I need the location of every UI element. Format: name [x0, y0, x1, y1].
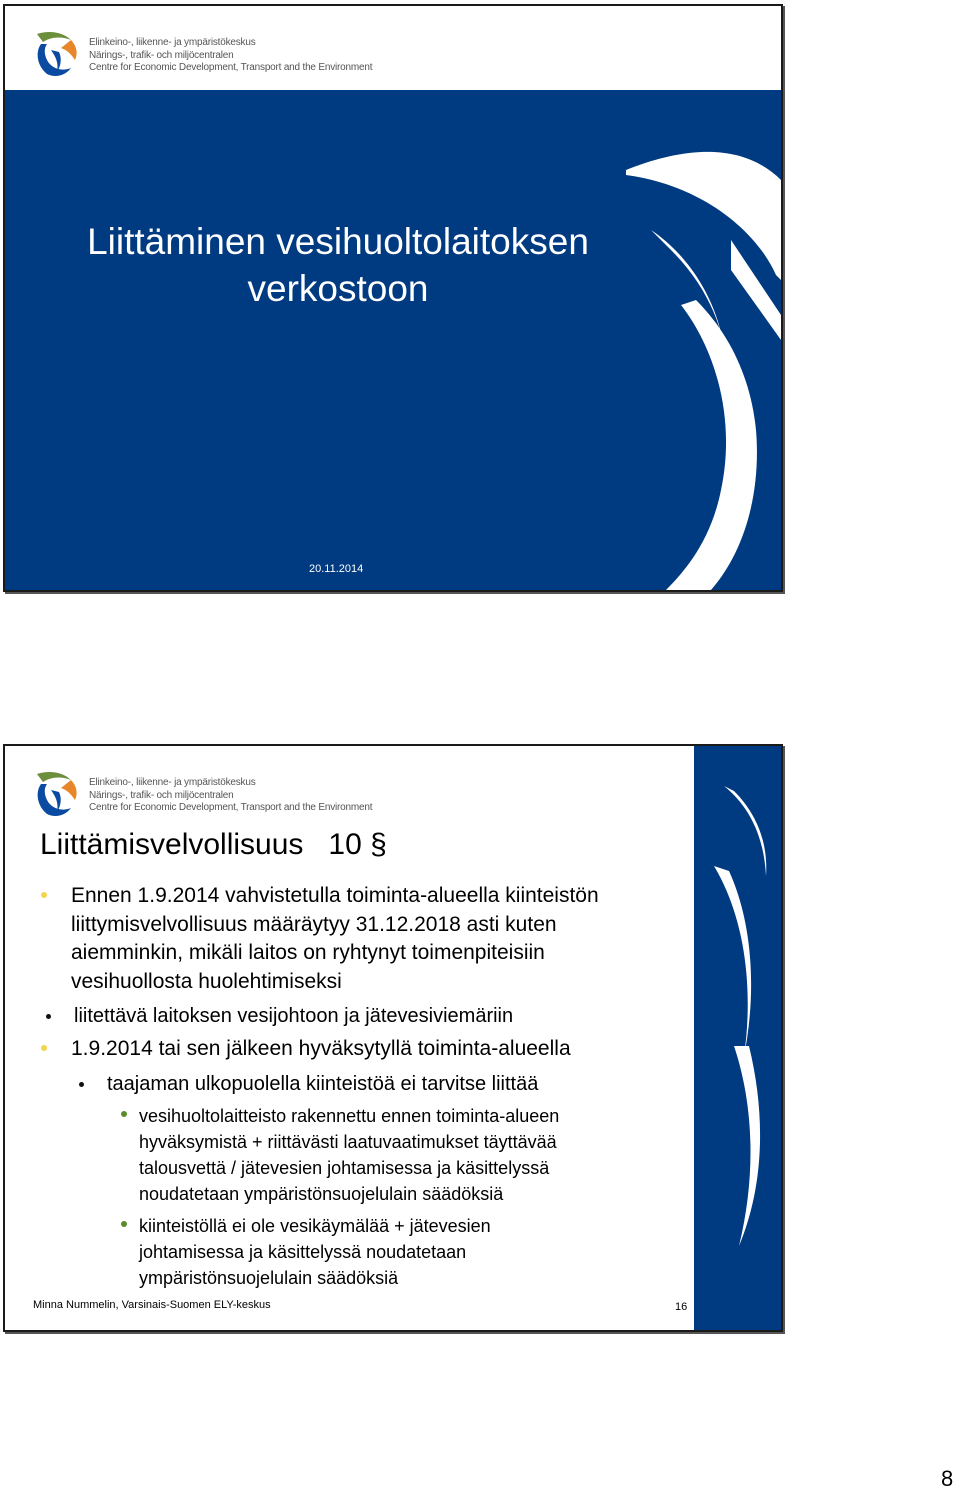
ely-logo: [31, 28, 371, 88]
bullet-1: [41, 882, 691, 996]
title-line-1: Liittäminen vesihuoltolaitoksen: [87, 221, 589, 262]
bullet-dot: [121, 1221, 127, 1227]
slide-2-title: Liittämisvelvollisuus 10 §: [40, 828, 387, 861]
bullet-dot: [41, 1045, 47, 1051]
bullet-2-subsub-2: [41, 1213, 691, 1291]
ely-logo: [31, 768, 371, 828]
bullet-1-line-4: vesihuollosta huolehtimiseksi: [71, 969, 342, 993]
bullet-dot: [46, 1014, 51, 1019]
bullet-1-line-2: liittymisvelvollisuus määräytyy 31.12.2018 asti kuten: [71, 912, 557, 936]
slide-1-date: 20.11.2014: [309, 563, 364, 575]
bullet-1-sub-text: liitettävä laitoksen vesijohtoon ja jätevesiviemäriin: [74, 1005, 514, 1027]
bullet-1-line-3: aiemminkin, mikäli laitos on ryhtynyt toimenpiteisiin: [71, 941, 545, 964]
logo-line-3: Centre for Economic Development, Transport and the Environment: [89, 802, 373, 813]
bullet-2-text: 1.9.2014 tai sen jälkeen hyväksytyllä toiminta-alueella: [71, 1037, 571, 1060]
subsub-1-line-1: vesihuoltolaitteisto rakennettu ennen toiminta-alueen: [139, 1105, 560, 1126]
bullet-1-line-1: Ennen 1.9.2014 vahvistetulla toiminta-alueella kiinteistön: [71, 884, 599, 907]
subsub-2-line-1: kiinteistöllä ei ole vesikäymälää + jätevesien: [139, 1215, 491, 1236]
logo-line-1: Elinkeino-, liikenne- ja ympäristökeskus: [89, 37, 256, 48]
subsub-2-line-2: johtamisessa ja käsittelyssä noudatetaan: [139, 1241, 467, 1262]
subsub-2-line-3: ympäristönsuojelulain säädöksiä: [139, 1267, 399, 1288]
subsub-1-line-4: noudatetaan ympäristönsuojelulain säädöksiä: [139, 1183, 504, 1204]
bullet-dot: [41, 892, 47, 898]
subsub-1-line-3: talousvettä / jätevesien johtamisessa ja käsittelyssä: [139, 1157, 550, 1178]
side-decoration: [694, 746, 781, 1330]
bullet-2-sub: [37, 1070, 691, 1098]
title-line-2: verkostoon: [247, 268, 429, 309]
bullet-2: [41, 1035, 691, 1064]
slide-2: [3, 744, 783, 1332]
bullet-2-sub-text: taajaman ulkopuolella kiinteistöä ei tarvitse liittää: [107, 1072, 539, 1095]
bullet-dot: [79, 1082, 84, 1087]
logo-line-1: Elinkeino-, liikenne- ja ympäristökeskus: [89, 777, 256, 788]
slide-2-footer: Minna Nummelin, Varsinais-Suomen ELY-keskus: [33, 1299, 271, 1311]
logo-line-2: Närings-, trafik- och miljöcentralen: [89, 49, 234, 61]
bullet-1-sub: [11, 1002, 691, 1030]
page-number: 8: [941, 1466, 954, 1491]
logo-line-2: Närings-, trafik- och miljöcentralen: [89, 789, 234, 801]
ely-logo-icon: [31, 28, 81, 80]
bullet-dot: [121, 1111, 127, 1117]
bullet-2-subsub-1: [41, 1103, 691, 1207]
ely-logo-icon: [31, 768, 81, 820]
slide-1: [3, 4, 783, 592]
slide-1-title: [5, 218, 671, 312]
logo-line-3: Centre for Economic Development, Transport and the Environment: [89, 62, 373, 73]
subsub-1-line-2: hyväksymistä + riittävästi laatuvaatimukset täyttävää: [139, 1131, 557, 1152]
decorative-swoosh-icon: [581, 90, 781, 590]
slide-2-content: [41, 882, 691, 1297]
title-panel: [5, 90, 781, 590]
decorative-swoosh-icon: [694, 746, 781, 1330]
slide-2-number: 16: [675, 1301, 688, 1313]
